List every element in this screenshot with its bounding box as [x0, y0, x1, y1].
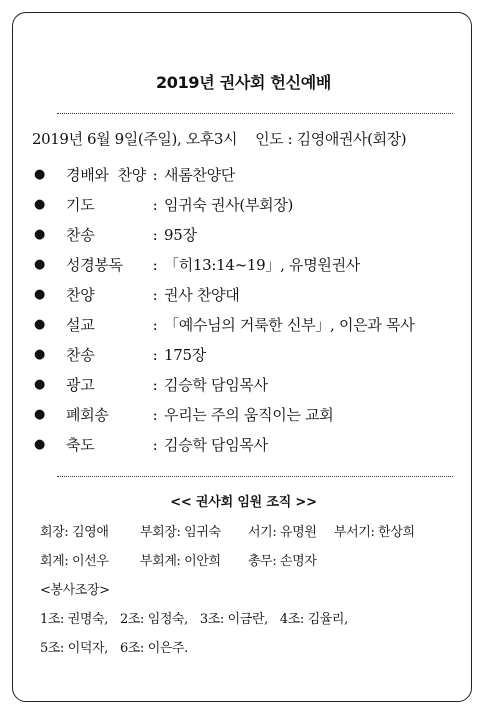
- bullet-icon: ●: [34, 287, 46, 302]
- program-value: 우리는 주의 움직이는 교회: [164, 406, 334, 424]
- bullet-icon: ●: [34, 377, 46, 392]
- page-title: 2019년 권사회 헌신예배: [155, 73, 332, 92]
- bullet-icon: ●: [34, 257, 46, 272]
- program-item: [34, 340, 414, 370]
- program-item: [34, 310, 414, 340]
- program-value: 175장: [164, 346, 206, 364]
- service-date: 2019년 6월 9일(주일), 오후3시: [32, 130, 238, 148]
- organization-section: [40, 518, 414, 663]
- program-item: [34, 400, 414, 430]
- group-leader: 3조: 이금란,: [199, 612, 268, 627]
- dotted-divider-top: [57, 113, 453, 114]
- officer-president: 회장: 김영애: [40, 525, 109, 540]
- dotted-divider-bottom: [57, 476, 453, 477]
- program-value: 「예수님의 거룩한 신부」, 이은과 목사: [164, 316, 415, 334]
- officer-vice-secretary: 부서기: 한상희: [334, 525, 415, 540]
- bullet-icon: ●: [34, 227, 46, 242]
- program-item: [34, 160, 414, 190]
- service-info: [32, 128, 406, 149]
- separator: :: [152, 256, 158, 274]
- separator: :: [152, 196, 158, 214]
- program-label: 찬송: [66, 226, 95, 244]
- officer-general-affairs: 총무: 손명자: [248, 554, 317, 569]
- program-label: 기도: [66, 196, 95, 214]
- service-leader: 인도 : 김영애권사(회장): [255, 130, 407, 148]
- program-item: [34, 280, 414, 310]
- group-leader: 1조: 권명숙,: [40, 612, 108, 627]
- separator: :: [152, 406, 158, 424]
- officer-treasurer: 회계: 이선우: [40, 554, 109, 569]
- officers-row: [40, 547, 414, 576]
- separator: :: [152, 226, 158, 244]
- separator: :: [152, 166, 158, 184]
- bullet-icon: ●: [34, 317, 46, 332]
- program-label: 설교: [66, 316, 95, 334]
- program-value: 김승학 담임목사: [164, 376, 268, 394]
- group-leader: 6조: 이은주.: [119, 641, 188, 656]
- program-label: 광고: [66, 376, 95, 394]
- organization-title: << 권사회 임원 조직 >>: [170, 495, 317, 510]
- program-item: [34, 430, 414, 460]
- separator: :: [152, 436, 158, 454]
- officers-row: [40, 518, 414, 547]
- program-value: 김승학 담임목사: [164, 436, 268, 454]
- leaders-heading: <봉사조장>: [40, 583, 110, 598]
- program-item: [34, 370, 414, 400]
- bullet-icon: ●: [34, 197, 46, 212]
- program-value: 「히13:14~19」, 유명원권사: [164, 256, 360, 274]
- officer-vice-president: 부회장: 임귀숙: [140, 525, 221, 540]
- bullet-icon: ●: [34, 407, 46, 422]
- leaders-row: [40, 634, 414, 663]
- program-label: 축도: [66, 436, 95, 454]
- separator: :: [152, 346, 158, 364]
- program-value: 95장: [164, 226, 197, 244]
- separator: :: [152, 286, 158, 304]
- officer-secretary: 서기: 유명원: [248, 525, 317, 540]
- leaders-row: [40, 605, 414, 634]
- group-leader: 2조: 임정숙,: [119, 612, 188, 627]
- separator: :: [152, 316, 158, 334]
- program-label: 성경봉독: [66, 256, 123, 274]
- program-label: 경배와 찬양: [66, 166, 146, 184]
- program-label: 폐회송: [66, 406, 109, 424]
- program-label: 찬양: [66, 286, 95, 304]
- separator: :: [152, 376, 158, 394]
- bullet-icon: ●: [34, 437, 46, 452]
- bullet-icon: ●: [34, 347, 46, 362]
- group-leader: 5조: 이덕자,: [40, 641, 108, 656]
- program-list: [34, 160, 414, 460]
- program-item: [34, 190, 414, 220]
- officer-vice-treasurer: 부회계: 이안희: [140, 554, 221, 569]
- program-value: 권사 찬양대: [164, 286, 240, 304]
- program-item: [34, 220, 414, 250]
- program-label: 찬송: [66, 346, 95, 364]
- group-leader: 4조: 김율리,: [279, 612, 348, 627]
- program-value: 새롬찬양단: [164, 166, 235, 184]
- bullet-icon: ●: [34, 167, 46, 182]
- program-item: [34, 250, 414, 280]
- program-value: 임귀숙 권사(부회장): [164, 196, 294, 214]
